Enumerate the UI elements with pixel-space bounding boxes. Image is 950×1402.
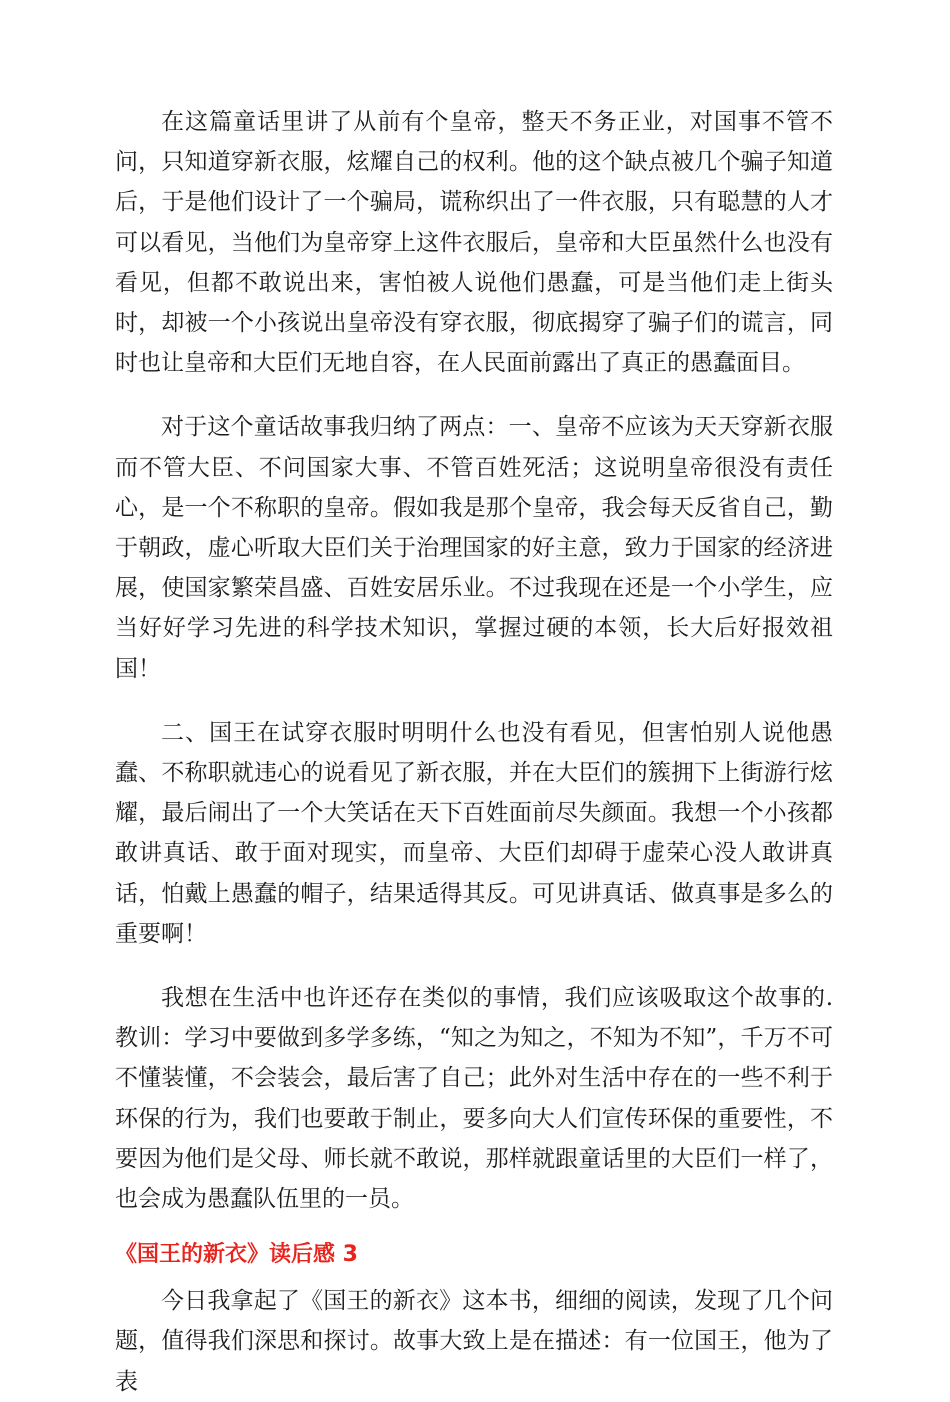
section-heading: 《国王的新衣》读后感 3 (115, 1242, 358, 1268)
section-paragraph: 今日我拿起了《国王的新衣》这本书，细细的阅读，发现了几个问题，值得我们深思和探讨。故事大致上是在描述：有一位国王，他为了表 (115, 1288, 833, 1395)
document-page (115, 102, 833, 1402)
paragraph-1: 在这篇童话里讲了从前有个皇帝，整天不务正业，对国事不管不问，只知道穿新衣服，炫耀自己的权利。他的这个缺点被几个骗子知道后，于是他们设计了一个骗局，谎称织出了一件衣服，只有聪慧的人才可以看见，当他们为皇帝穿上这件衣服后，皇帝和大臣虽然什么也没有看见，但都不敢说出来，害怕被人说他们愚蠢，可是当他们走上街头时，却被一个小孩说出皇帝没有穿衣服，彻底揭穿了骗子们的谎言，同时也让皇帝和大臣们无地自容，在人民面前露出了真正的愚蠢面目。 (115, 109, 833, 377)
paragraph-2: 对于这个童话故事我归纳了两点：一、皇帝不应该为天天穿新衣服而不管大臣、不问国家大事、不管百姓死活；这说明皇帝很没有责任心，是一个不称职的皇帝。假如我是那个皇帝，我会每天反省自己，勤于朝政，虚心听取大臣们关于治理国家的好主意，致力于国家的经济进展，使国家繁荣昌盛、百姓安居乐业。不过我现在还是一个小学生，应当好好学习先进的科学技术知识，掌握过硬的本领，长大后好报效祖国！ (115, 414, 833, 682)
paragraph-4: 我想在生活中也许还存在类似的事情，我们应该吸取这个故事的.教训：学习中要做到多学多练，“知之为知之，不知为不知”，千万不可不懂装懂，不会装会，最后害了自己；此外对生活中存在的一些不利于环保的行为，我们也要敢于制止，要多向大人们宣传环保的重要性，不要因为他们是父母、师长就不敢说，那样就跟童话里的大臣们一样了，也会成为愚蠢队伍里的一员。 (115, 985, 833, 1213)
paragraph-3: 二、国王在试穿衣服时明明什么也没有看见，但害怕别人说他愚蠢、不称职就违心的说看见了新衣服，并在大臣们的簇拥下上街游行炫耀，最后闹出了一个大笑话在天下百姓面前尽失颜面。我想一个小孩都敢讲真话、敢于面对现实，而皇帝、大臣们却碍于虚荣心没人敢讲真话，怕戴上愚蠢的帽子，结果适得其反。可见讲真话、做真事是多么的重要啊！ (115, 719, 833, 947)
